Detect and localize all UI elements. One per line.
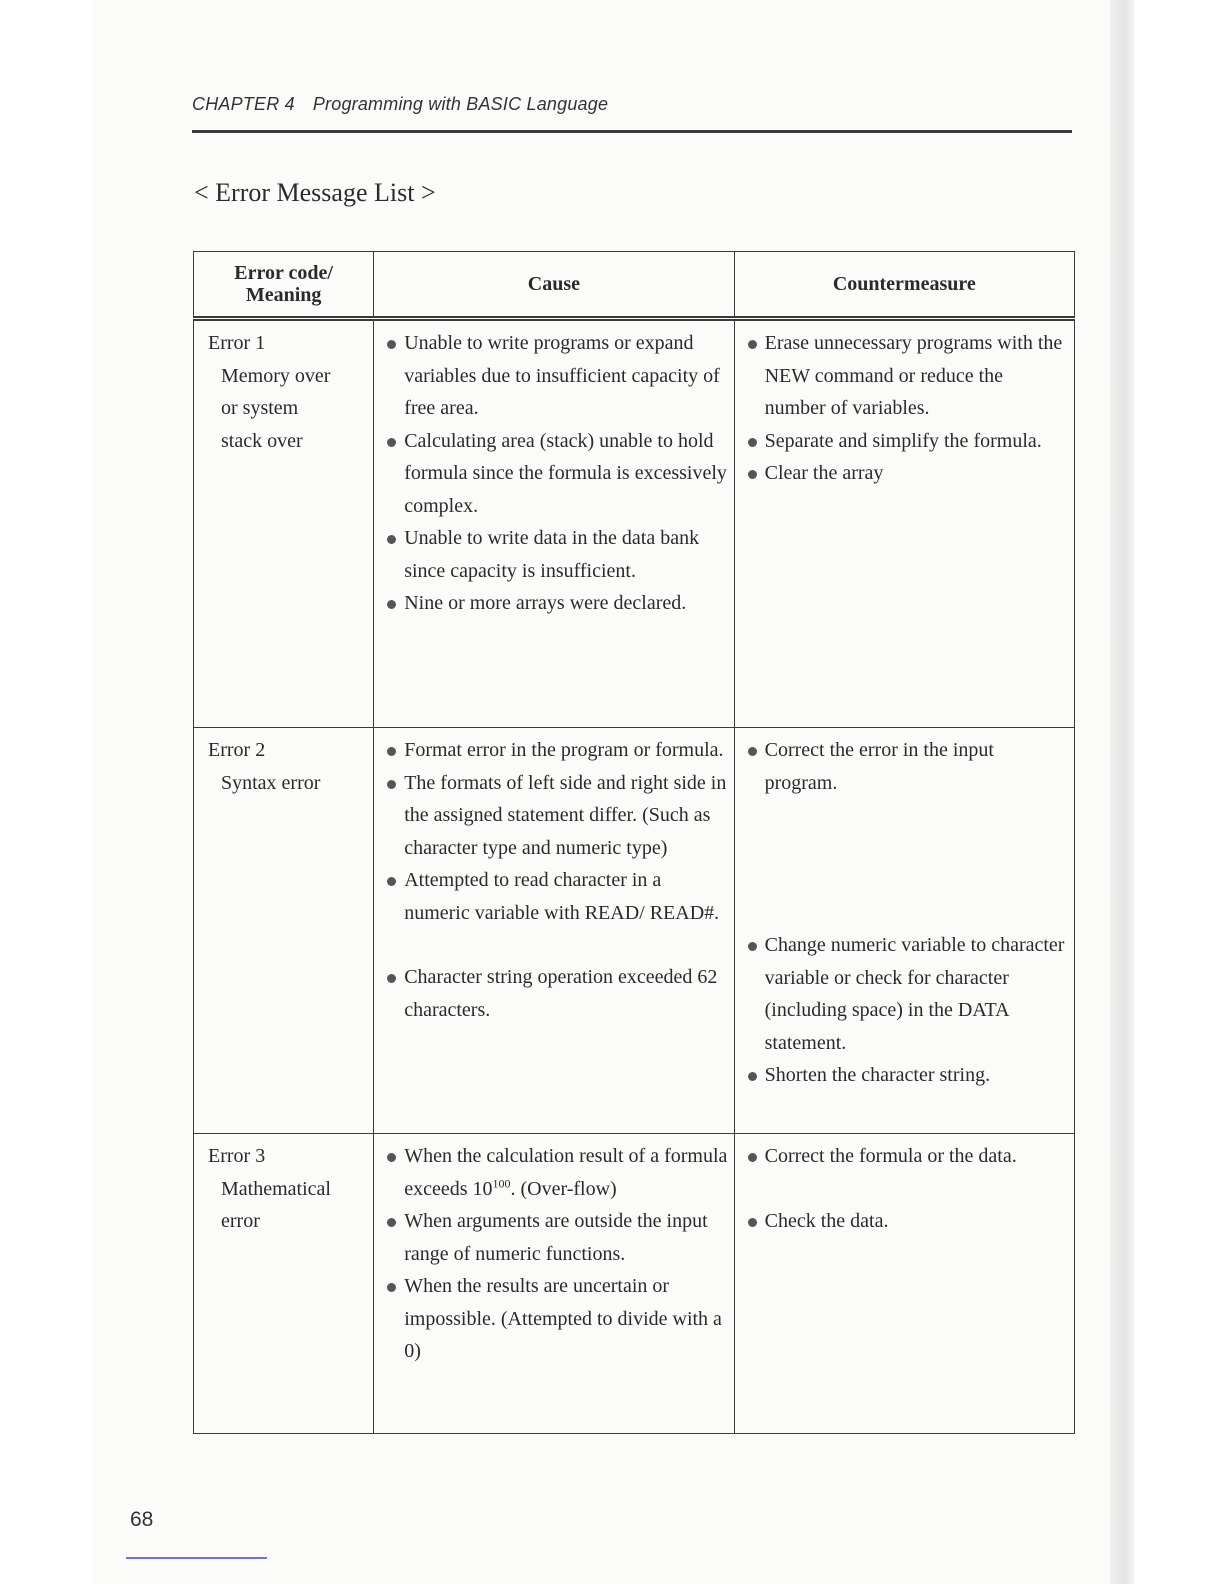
bullet-icon	[748, 942, 757, 951]
cause-item	[386, 767, 727, 865]
countermeasure-item	[747, 734, 1068, 799]
countermeasure-text: Separate and simplify the formula.	[764, 429, 1042, 452]
countermeasure-text: Erase unnecessary programs with the NEW command or reduce the number of variables.	[764, 332, 1063, 419]
bullet-icon	[387, 1283, 396, 1292]
countermeasure-item	[747, 1205, 1068, 1238]
cause-text-overflow-prefix: When the calculation result of a formula exceeds 10	[404, 1145, 728, 1200]
error-meaning-line: stack over	[221, 429, 303, 452]
table-row-error-3	[194, 1134, 1075, 1434]
cause-item	[386, 961, 727, 1026]
bullet-icon	[387, 1153, 396, 1162]
running-header	[192, 94, 608, 115]
countermeasure-text: Change numeric variable to character variable or check for character (including space) in the DATA statement.	[764, 934, 1065, 1054]
cause-item	[386, 1140, 727, 1205]
countermeasure-text: Clear the array	[764, 462, 884, 484]
error-meaning-line: error	[221, 1210, 260, 1232]
countermeasure-text: Shorten the character string.	[764, 1064, 991, 1086]
cause-text: The formats of left side and right side in the assigned statement differ. (Such as character type and numeric type)	[404, 771, 727, 859]
error-code: Error 1	[208, 332, 266, 354]
chapter-title: Programming with BASIC Language	[312, 94, 609, 114]
page-edge-shadow	[1110, 0, 1134, 1584]
bullet-icon	[748, 1153, 757, 1162]
bullet-icon	[387, 877, 396, 886]
cause-cell	[374, 728, 734, 1134]
table-row-error-2	[194, 728, 1075, 1134]
countermeasure-item	[747, 425, 1068, 458]
cause-item	[386, 734, 727, 767]
cause-text: Unable to write programs or expand variables due to insufficient capacity of free area.	[404, 332, 720, 419]
cause-text: Calculating area (stack) unable to hold formula since the formula is excessively complex.	[404, 429, 727, 517]
countermeasure-text: Correct the formula or the data.	[764, 1145, 1017, 1167]
countermeasure-item	[747, 457, 1068, 490]
bullet-icon	[748, 438, 757, 447]
cause-item	[386, 1270, 727, 1368]
cause-text-overflow-suffix: . (Over-flow)	[510, 1177, 617, 1200]
bullet-icon	[748, 1218, 757, 1227]
countermeasure-text: Correct the error in the input program.	[764, 739, 994, 794]
bullet-icon	[387, 974, 396, 983]
column-header-error-code-line1: Error code/	[234, 262, 333, 284]
countermeasure-item	[747, 1140, 1068, 1173]
bullet-icon	[748, 1072, 757, 1081]
cause-text-overflow-exponent: 100	[492, 1175, 511, 1190]
error-code-cell	[194, 319, 374, 728]
bullet-icon	[387, 600, 396, 609]
cause-text: Attempted to read character in a numeric variable with READ/ READ#.	[404, 869, 720, 924]
bullet-icon	[387, 438, 396, 447]
chapter-label: CHAPTER 4	[192, 94, 295, 114]
countermeasure-cell	[734, 1134, 1074, 1434]
countermeasure-text: Check the data.	[764, 1209, 889, 1232]
cause-text: Format error in the program or formula.	[404, 739, 724, 761]
column-header-cause: Cause	[374, 252, 734, 319]
bullet-icon	[387, 780, 396, 789]
cause-cell	[374, 1134, 734, 1434]
error-code: Error 2	[208, 739, 266, 761]
page-number: 68	[130, 1508, 154, 1531]
error-code-cell	[194, 728, 374, 1134]
countermeasure-cell	[734, 728, 1074, 1134]
table-header-row	[194, 252, 1075, 319]
cause-text: Unable to write data in the data bank since capacity is insufficient.	[404, 527, 700, 582]
cause-item	[386, 864, 727, 929]
error-meaning-line: Mathematical	[221, 1177, 331, 1200]
countermeasure-item	[747, 929, 1068, 1059]
bullet-icon	[387, 747, 396, 756]
bottom-edge-line	[126, 1557, 267, 1559]
bullet-icon	[387, 535, 396, 544]
bullet-icon	[387, 1218, 396, 1227]
column-header-error-code-line2: Meaning	[245, 284, 322, 306]
cause-item	[386, 522, 727, 587]
cause-text: Nine or more arrays were declared.	[404, 592, 687, 614]
bullet-icon	[748, 470, 757, 479]
cause-text: When arguments are outside the input range of numeric functions.	[404, 1210, 708, 1265]
column-header-error-code	[194, 252, 374, 319]
header-rule	[192, 130, 1072, 133]
bullet-icon	[748, 747, 757, 756]
error-meaning-line: Memory over	[221, 364, 331, 387]
cause-item	[386, 1205, 727, 1270]
cause-item	[386, 425, 727, 523]
section-title: < Error Message List >	[194, 178, 436, 207]
cause-text: When the results are uncertain or impossible. (Attempted to divide with a 0)	[404, 1275, 722, 1362]
table-row-error-1	[194, 319, 1075, 728]
cause-text: Character string operation exceeded 62 characters.	[404, 966, 718, 1021]
bullet-icon	[387, 340, 396, 349]
countermeasure-cell	[734, 319, 1074, 728]
error-code-cell	[194, 1134, 374, 1434]
error-code: Error 3	[208, 1145, 266, 1167]
countermeasure-item	[747, 1059, 1068, 1092]
cause-item	[386, 587, 727, 620]
error-meaning-line: Syntax error	[221, 771, 321, 794]
countermeasure-item	[747, 327, 1068, 425]
cause-cell	[374, 319, 734, 728]
error-meaning-line: or system	[221, 397, 299, 419]
error-message-table	[193, 251, 1075, 1434]
bullet-icon	[748, 340, 757, 349]
cause-item	[386, 327, 727, 425]
column-header-countermeasure: Countermeasure	[734, 252, 1074, 319]
